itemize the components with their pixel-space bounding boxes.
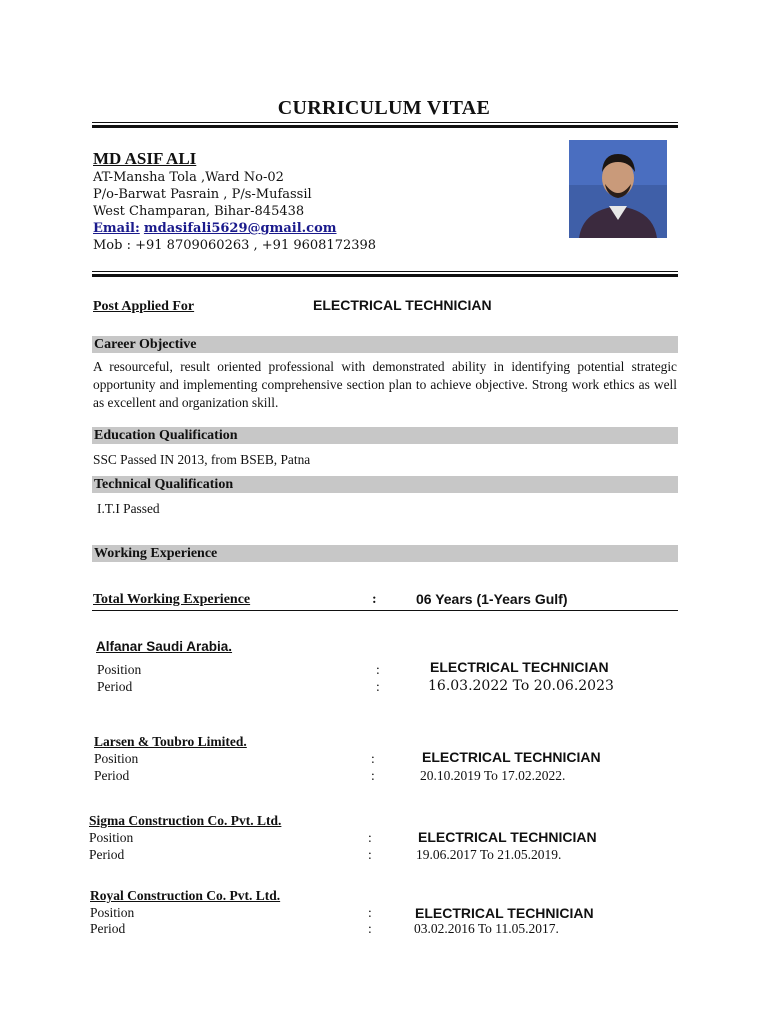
job-company-4: Royal Construction Co. Pvt. Ltd. [90,888,281,903]
job-company-3: Sigma Construction Co. Pvt. Ltd. [89,813,282,828]
job-company-1: Alfanar Saudi Arabia. [96,639,233,654]
header-rule-bottom [92,274,678,277]
address-line-2: P/o-Barwat Pasrain , P/s-Mufassil [93,187,312,202]
total-experience-value: 06 Years (1-Years Gulf) [416,591,568,607]
header-rule-top [92,271,678,272]
job-period-label-1: Period [97,679,133,694]
experience-heading: Working Experience [92,545,678,562]
total-experience-label: Total Working Experience [93,592,251,607]
job-period-colon-2: : [371,768,375,783]
technical-heading: Technical Qualification [92,476,678,493]
candidate-name: MD ASIF ALI [93,149,197,168]
post-label: Post Applied For [93,299,195,314]
address-line-3: West Champaran, Bihar-845438 [93,204,305,219]
career-objective-heading: Career Objective [92,336,678,353]
technical-text: I.T.I Passed [97,501,160,516]
job-company-2: Larsen & Toubro Limited. [94,734,247,749]
job-period-3: 19.06.2017 To 21.05.2019. [416,847,562,862]
education-text: SSC Passed IN 2013, from BSEB, Patna [93,452,311,467]
job-position-3: ELECTRICAL TECHNICIAN [418,829,597,845]
job-position-colon-3: : [368,830,372,845]
job-period-label-3: Period [89,847,125,862]
education-heading: Education Qualification [92,427,678,444]
profile-photo [569,140,667,238]
job-position-colon-4: : [368,905,372,920]
total-experience-colon: : [372,592,377,607]
career-objective-text: A resourceful, result oriented professional with demonstrated ability in identifying potential strategic opportunity and implementing comprehensive section plan to achieve objective. Strong work ethics as well as excellent and organization skill. [93,359,677,410]
mobile-line: Mob : +91 8709060263 , +91 9608172398 [93,238,377,253]
job-position-label-4: Position [90,905,135,920]
job-period-colon-3: : [368,847,372,862]
email-link[interactable]: mdasifali5629@gmail.com [143,221,337,236]
job-period-colon-1: : [376,679,380,694]
job-period-2: 20.10.2019 To 17.02.2022. [420,768,566,783]
job-period-4: 03.02.2016 To 11.05.2017. [414,921,559,936]
job-position-colon-2: : [371,751,375,766]
job-position-label-3: Position [89,830,134,845]
job-period-label-2: Period [94,768,130,783]
job-position-4: ELECTRICAL TECHNICIAN [415,905,594,921]
title-rule-bottom [92,125,678,128]
job-position-colon-1: : [376,662,380,677]
job-period-label-4: Period [90,921,126,936]
job-position-label-1: Position [97,662,142,677]
email-label: Email: [93,221,140,236]
email-line [93,221,337,236]
job-position-2: ELECTRICAL TECHNICIAN [422,749,601,765]
title-rule-top [92,122,678,123]
job-position-label-2: Position [94,751,139,766]
job-period-colon-4: : [368,921,372,936]
job-period-1: 16.03.2022 To 20.06.2023 [428,678,614,694]
cv-title: CURRICULUM VITAE [277,97,491,119]
experience-rule [92,610,678,611]
post-value: ELECTRICAL TECHNICIAN [313,297,492,313]
address-line-1: AT-Mansha Tola ,Ward No-02 [93,170,284,185]
job-position-1: ELECTRICAL TECHNICIAN [430,659,609,675]
